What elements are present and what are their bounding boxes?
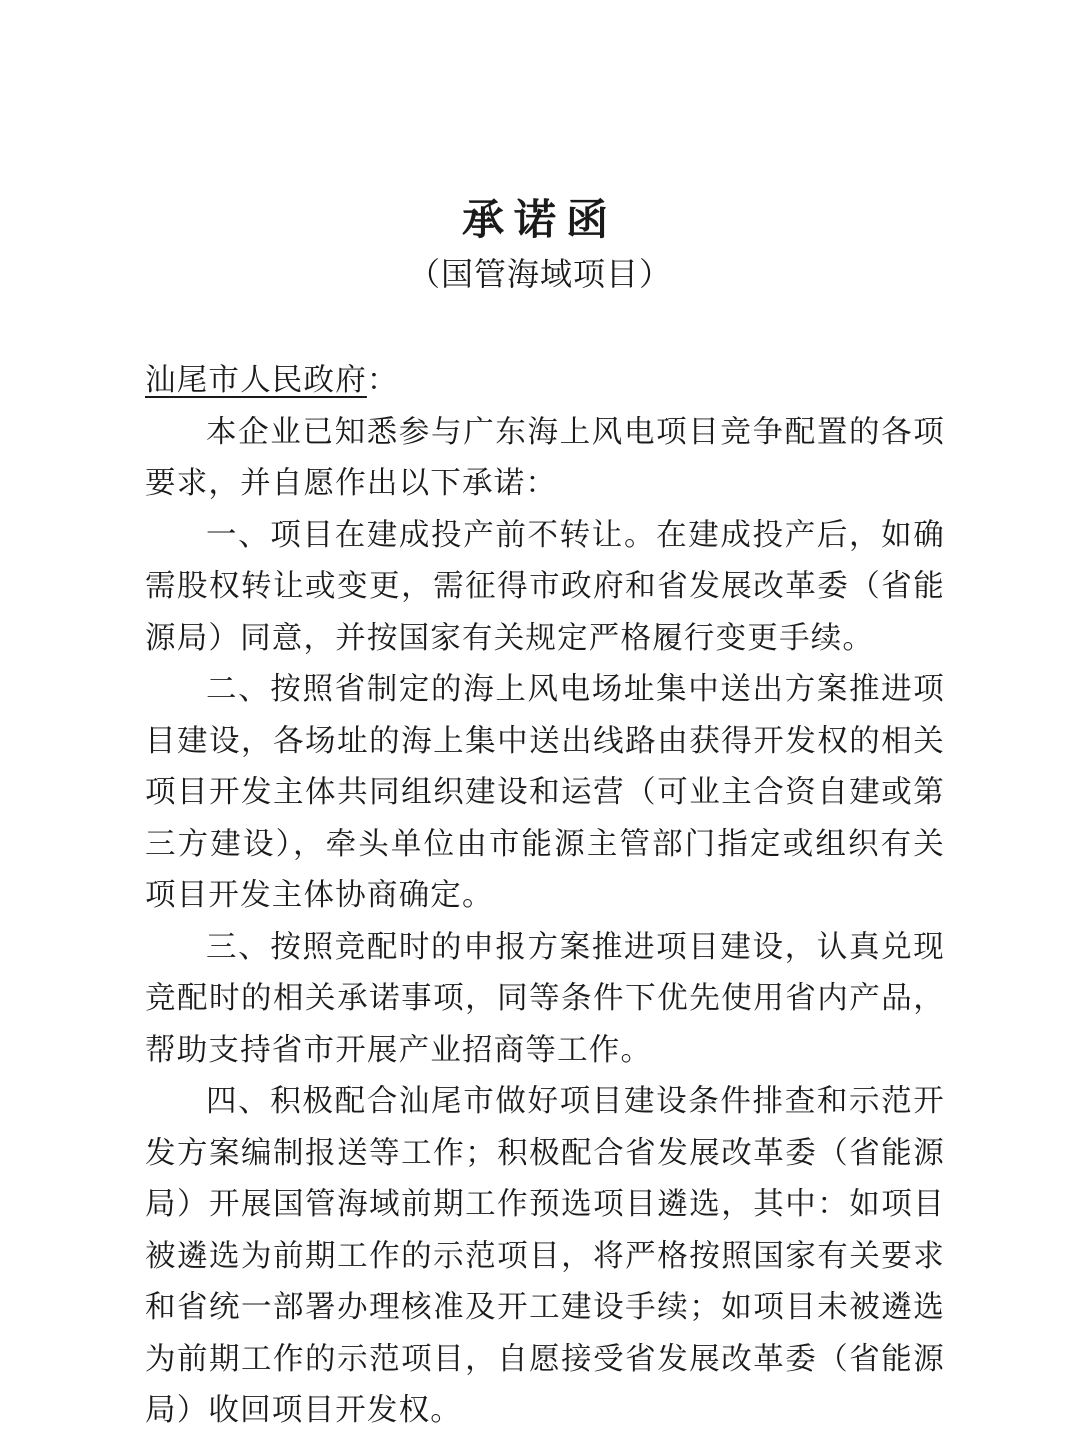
addressee-line <box>145 355 945 407</box>
paragraph-item-2: 二、按照省制定的海上风电场址集中送出方案推进项目建设，各场址的海上集中送出线路由获得开发权的相关项目开发主体共同组织建设和运营（可业主合资自建或第三方建设），牵头单位由市能源主管部门指定或组织有关项目开发主体协商确定。 <box>145 672 945 913</box>
paragraph-item-3: 三、按照竞配时的申报方案推进项目建设，认真兑现竞配时的相关承诺事项，同等条件下优先使用省内产品，帮助支持省市开展产业招商等工作。 <box>145 929 945 1068</box>
addressee-org: 汕尾市人民政府 <box>145 363 367 398</box>
paragraph-item-1: 一、项目在建成投产前不转让。在建成投产后，如确需股权转让或变更，需征得市政府和省发展改革委（省能源局）同意，并按国家有关规定严格履行变更手续。 <box>145 517 945 656</box>
paragraph-item-4: 四、积极配合汕尾市做好项目建设条件排查和示范开发方案编制报送等工作；积极配合省发展改革委（省能源局）开展国管海域前期工作预选项目遴选，其中：如项目被遴选为前期工作的示范项目，将严格按照国家有关要求和省统一部署办理核准及开工建设手续；如项目未被遴选为前期工作的示范项目，自愿接受省发展改革委（省能源局）收回项目开发权。 <box>145 1084 945 1428</box>
document-body <box>145 355 945 1437</box>
addressee-colon: ： <box>366 363 399 398</box>
document-title: 承诺函 <box>461 195 618 244</box>
paragraph-intro: 本企业已知悉参与广东海上风电项目竞争配置的各项要求，并自愿作出以下承诺： <box>145 414 945 501</box>
document-subtitle: （国管海域项目） <box>407 255 672 293</box>
